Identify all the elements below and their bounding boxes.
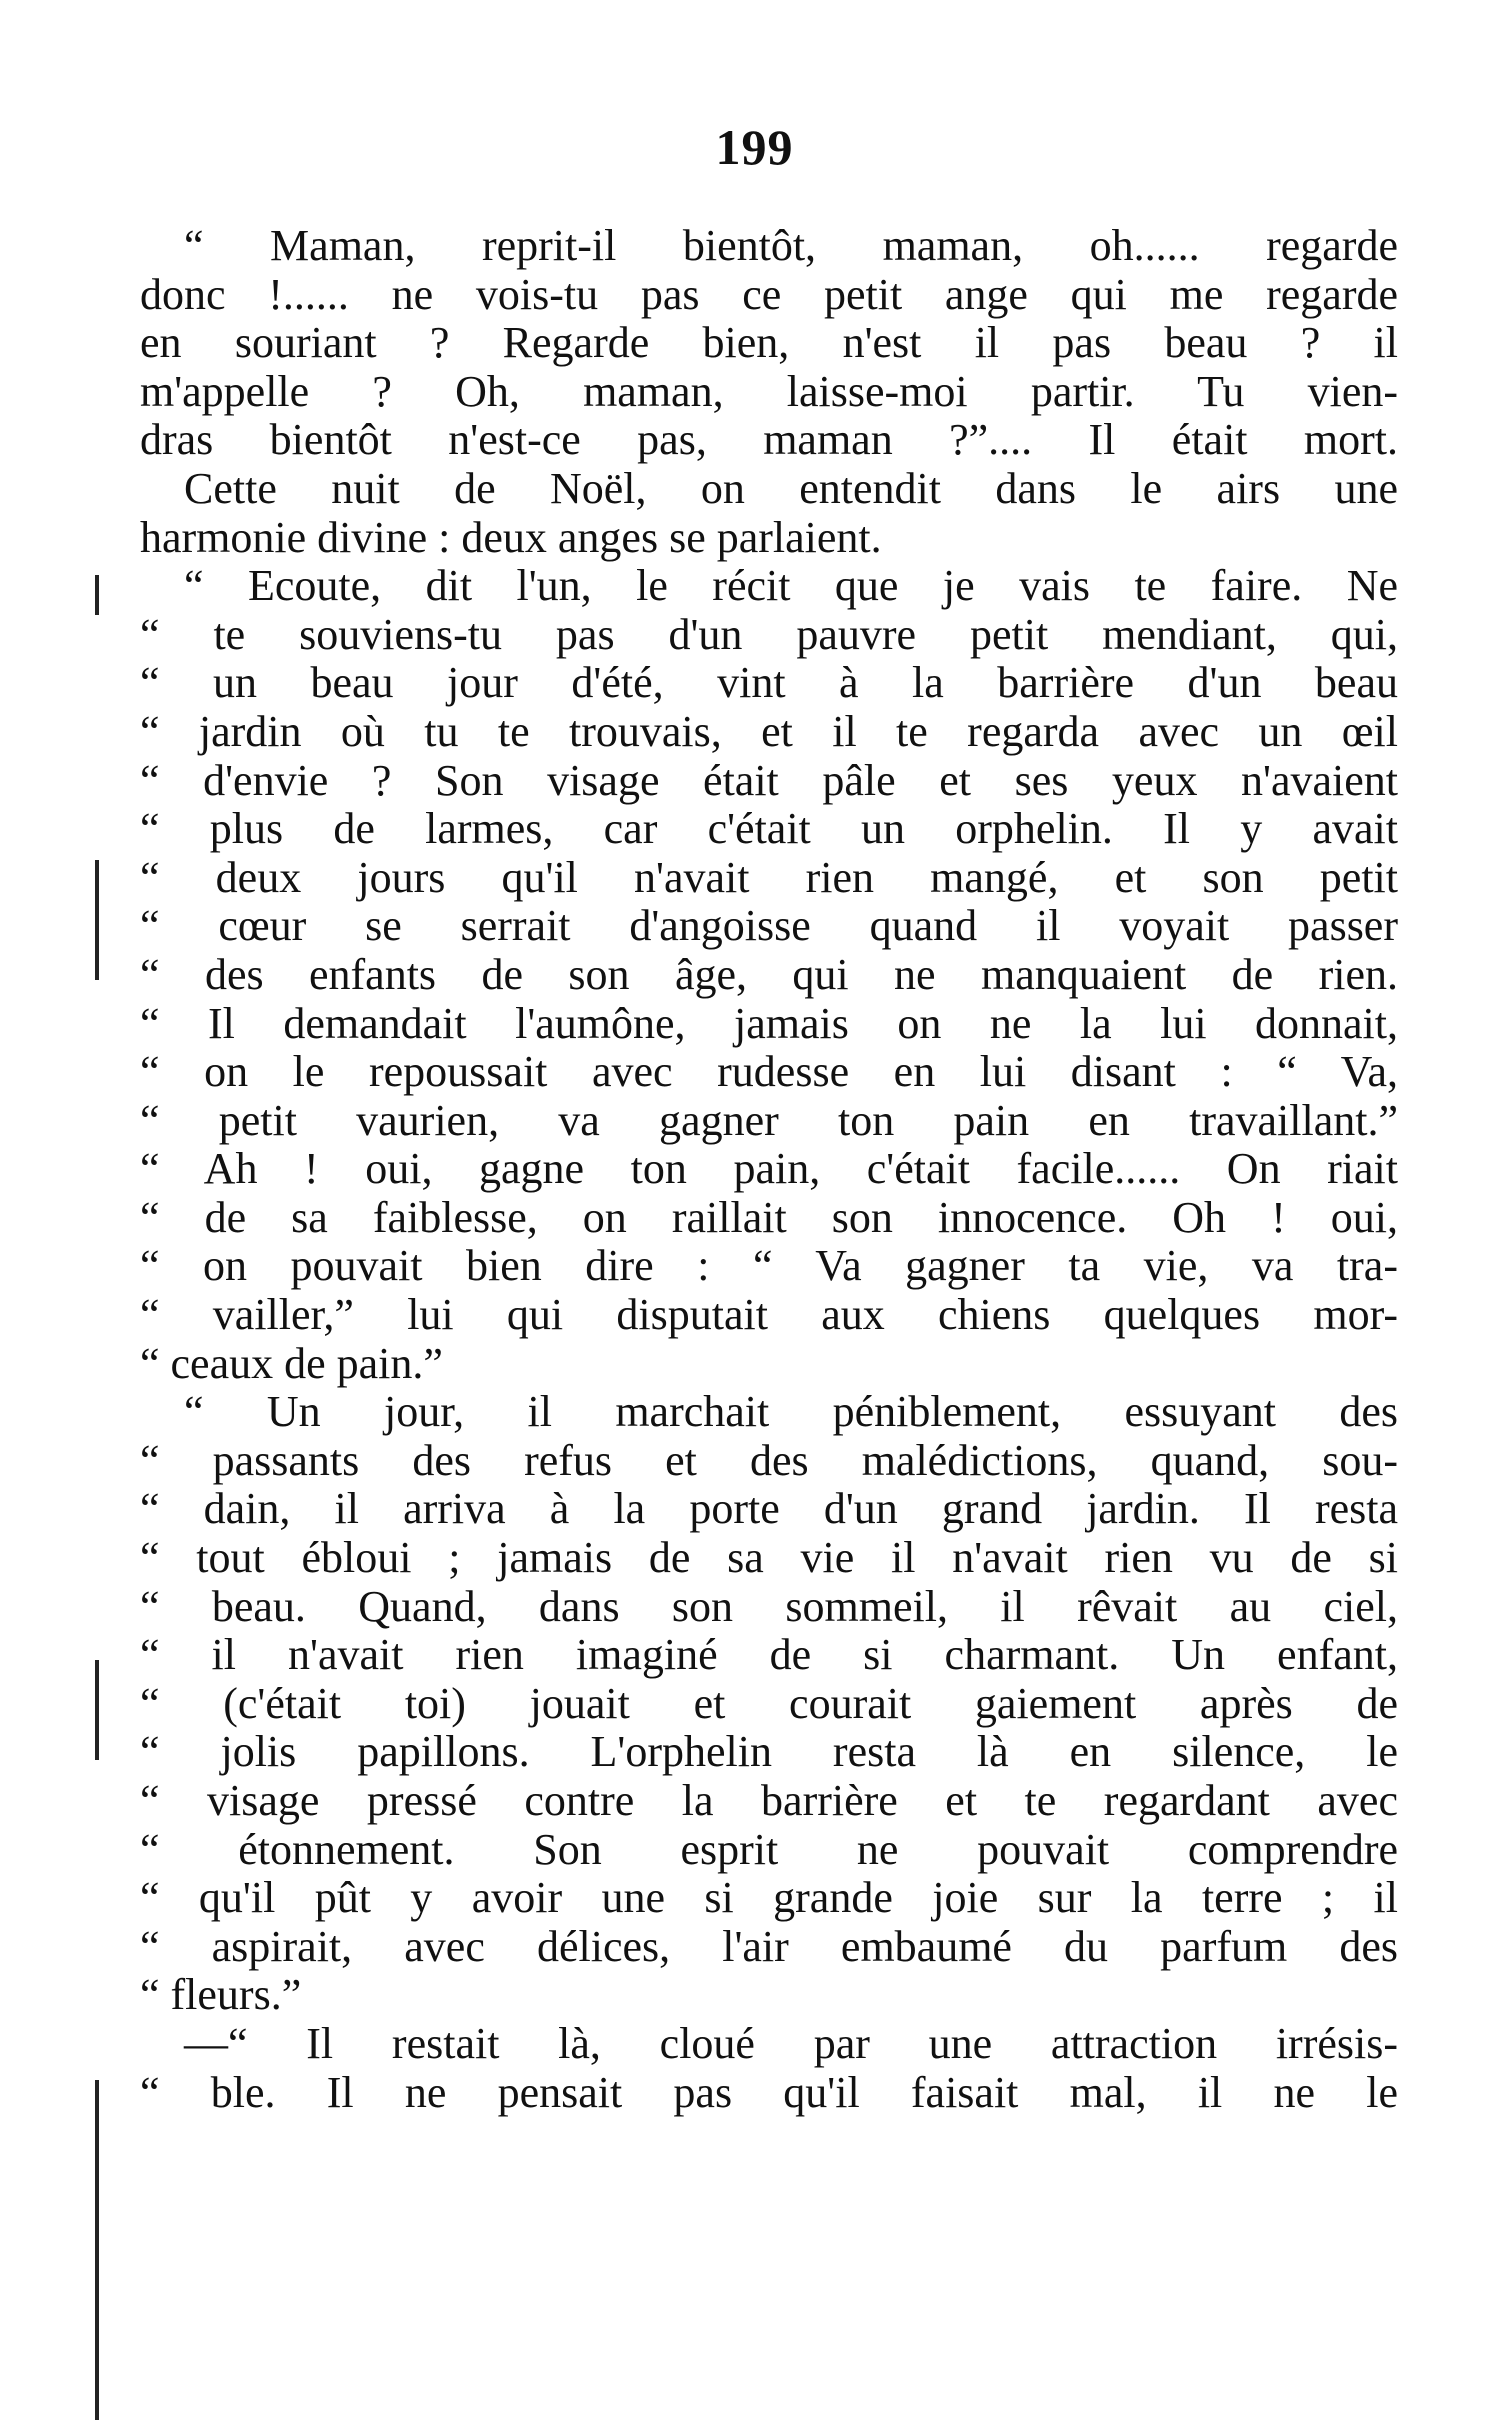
text-line: “ passants des refus et des malédictions, quand, sou-	[140, 1436, 1398, 1485]
left-margin-rule	[95, 575, 99, 615]
text-line: “ qu'il pût y avoir une si grande joie sur la terre ; il	[140, 1874, 1398, 1923]
text-line: “ ceaux de pain.”	[140, 1339, 443, 1388]
text-line: “ Il demandait l'aumône, jamais on ne la lui donnait,	[140, 999, 1398, 1048]
text-line: dras bientôt n'est-ce pas, maman ?”.... Il était mort.	[140, 416, 1398, 465]
text-line: “ étonnement. Son esprit ne pouvait comprendre	[140, 1825, 1398, 1874]
text-line: “ te souviens-tu pas d'un pauvre petit mendiant, qui,	[140, 610, 1398, 659]
text-line: “ il n'avait rien imaginé de si charmant. Un enfant,	[140, 1631, 1398, 1680]
text-line: donc !...... ne vois-tu pas ce petit ange qui me regarde	[140, 270, 1398, 319]
text-line: “ Un jour, il marchait péniblement, essuyant des	[184, 1388, 1398, 1437]
left-margin-rule	[95, 2080, 99, 2420]
text-line: “ jardin où tu te trouvais, et il te regarda avec un œil	[140, 707, 1398, 756]
text-line: “ on pouvait bien dire : “ Va gagner ta vie, va tra-	[140, 1242, 1398, 1291]
text-line: “ plus de larmes, car c'était un orphelin. Il y avait	[140, 805, 1398, 854]
text-line: “ jolis papillons. L'orphelin resta là en silence, le	[140, 1728, 1398, 1777]
left-margin-rule	[95, 1660, 99, 1760]
left-margin-rule	[95, 860, 99, 980]
text-line: —“ Il restait là, cloué par une attraction irrésis-	[184, 2019, 1398, 2068]
text-line: “ fleurs.”	[140, 1971, 302, 2020]
text-line: en souriant ? Regarde bien, n'est il pas beau ? il	[140, 319, 1398, 368]
page-number: 199	[715, 119, 794, 175]
body-text	[140, 222, 1398, 2117]
text-line: “ (c'était toi) jouait et courait gaiement après de	[140, 1679, 1398, 1728]
text-line: harmonie divine : deux anges se parlaient.	[140, 513, 882, 562]
text-line: “ on le repoussait avec rudesse en lui disant : “ Va,	[140, 1048, 1398, 1097]
text-line: “ petit vaurien, va gagner ton pain en travaillant.”	[140, 1096, 1398, 1145]
text-line: “ beau. Quand, dans son sommeil, il rêvait au ciel,	[140, 1582, 1398, 1631]
text-line: “ Ah ! oui, gagne ton pain, c'était facile...... On riait	[140, 1145, 1398, 1194]
text-line: “ Maman, reprit-il bientôt, maman, oh...... regarde	[184, 222, 1398, 270]
text-line: “ vailler,” lui qui disputait aux chiens quelques mor-	[140, 1291, 1398, 1340]
text-line: “ de sa faiblesse, on raillait son innocence. Oh ! oui,	[140, 1193, 1398, 1242]
text-line: “ ble. Il ne pensait pas qu'il faisait mal, il ne le	[140, 2068, 1398, 2117]
text-line: “ Ecoute, dit l'un, le récit que je vais te faire. Ne	[184, 562, 1398, 611]
text-line: “ des enfants de son âge, qui ne manquaient de rien.	[140, 950, 1398, 999]
text-line: “ un beau jour d'été, vint à la barrière d'un beau	[140, 659, 1398, 708]
text-line: “ deux jours qu'il n'avait rien mangé, et son petit	[140, 853, 1398, 902]
text-line: m'appelle ? Oh, maman, laisse-moi partir. Tu vien-	[140, 367, 1398, 416]
text-line: “ cœur se serrait d'angoisse quand il voyait passer	[140, 902, 1398, 951]
text-line: “ aspirait, avec délices, l'air embaumé du parfum des	[140, 1922, 1398, 1971]
text-line: “ dain, il arriva à la porte d'un grand jardin. Il resta	[140, 1485, 1398, 1534]
text-line: “ tout ébloui ; jamais de sa vie il n'avait rien vu de si	[140, 1534, 1398, 1583]
text-line: Cette nuit de Noël, on entendit dans le airs une	[184, 464, 1398, 513]
text-line: “ visage pressé contre la barrière et te regardant avec	[140, 1777, 1398, 1825]
text-line: “ d'envie ? Son visage était pâle et ses yeux n'avaient	[140, 756, 1398, 805]
